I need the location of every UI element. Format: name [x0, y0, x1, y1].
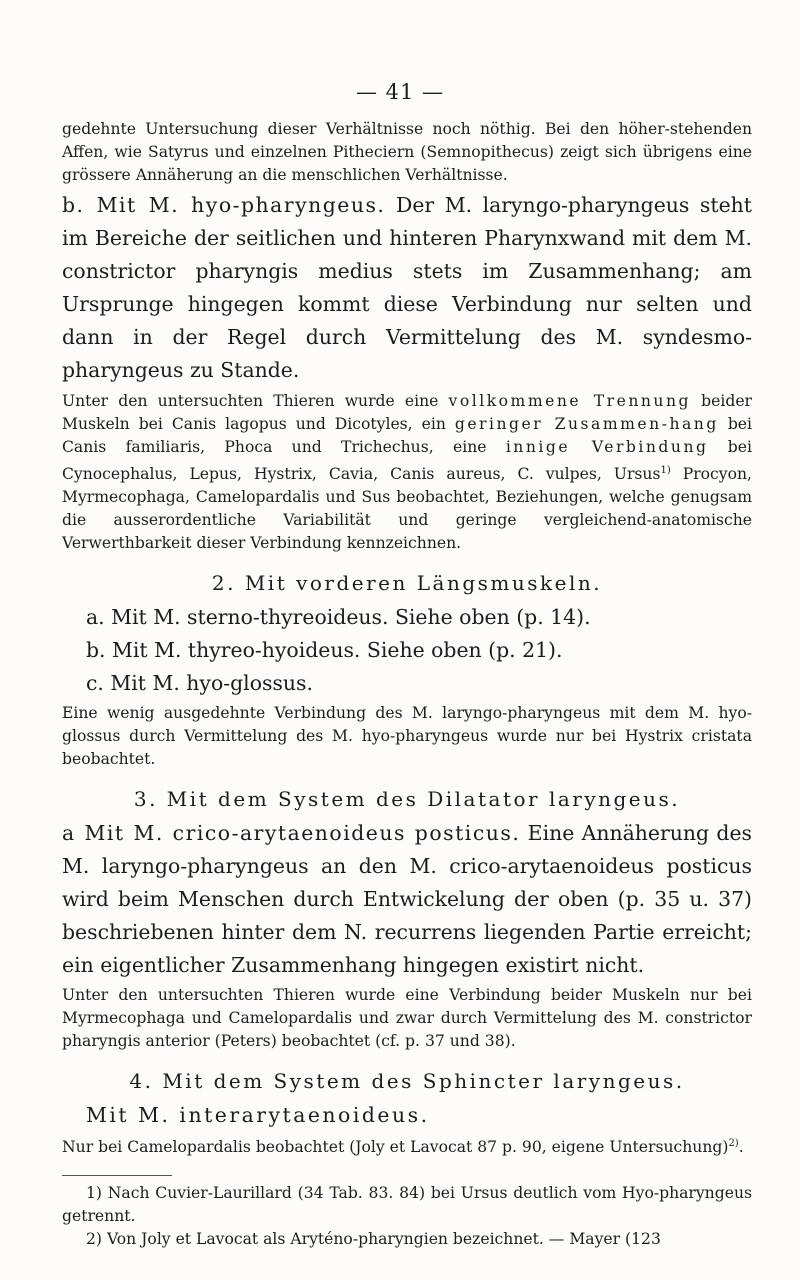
section-4-note-text: Nur bei Camelopardalis beobachtet (Joly et Lavocat 87 p. 90, eigene Untersuchung)	[62, 1138, 729, 1157]
section-4-note	[62, 1132, 752, 1159]
note-emph-3: innige Verbindung	[505, 438, 709, 456]
intro-paragraph: gedehnte Untersuchung dieser Verhältnisse noch nöthig. Bei den höher-stehenden Affen, wie Satyrus und einzelnen Pitheciern (Semnopithecus) zeigt sich übrigens eine grössere Annäherung an die menschlichen Verhältnisse.	[62, 120, 752, 184]
section-2-heading: 2. Mit vorderen Längsmuskeln.	[211, 571, 603, 596]
b-hyo-text: Der M. laryngo-pharyngeus steht im Bereiche der seitlichen und hinteren Pharynxwand mit dem M. constrictor pharyngis medius stets im Zusammenhang; am Ursprunge hingegen kommt diese Verbindung nur selten und dann in der Regel durch Vermittelung des M. syndesmo-pharyngeus zu Stande.	[62, 193, 752, 382]
page-number: — 41 —	[355, 80, 445, 104]
note-emph-2: geringer Zusammen-hang	[454, 415, 719, 433]
footnote-2: 2) Von Joly et Lavocat als Aryténo-pharyngien bezeichnet. — Mayer (123	[86, 1230, 661, 1249]
section-2-note: Eine wenig ausgedehnte Verbindung des M. laryngo-pharyngeus mit dem M. hyo-glossus durch Vermittelung des M. hyo-pharyngeus wurde nur bei Hystrix cristata beobachtet.	[62, 704, 752, 769]
footnote-separator	[62, 1175, 172, 1176]
section-4-sub: Mit M. interarytaenoideus.	[86, 1103, 430, 1128]
b-hyo-note	[62, 390, 752, 555]
section-3-note: Unter den untersuchten Thieren wurde eine Verbindung beider Muskeln nur bei Myrmecophaga und Camelopardalis und zwar durch Vermittelung des M. constrictor pharyngis anterior (Peters) beobachtet (cf. p. 37 und 38).	[62, 986, 752, 1051]
note-text-4: bei Cynocephalus, Lepus, Hystrix, Cavia, Canis aureus, C. vulpes, Ursus	[62, 438, 752, 484]
section-3-text: Eine Annäherung des M. laryngo-pharyngeus an den M. crico-arytaenoideus posticus wird beim Menschen durch Entwickelung der oben (p. 35 u. 37) beschriebenen hinter dem N. recurrens liegenden Partie erreicht; ein eigentlicher Zusammenhang hingegen existirt nicht.	[62, 821, 753, 978]
b-hyo-lead: b. Mit M. hyo-pharyngeus.	[62, 193, 386, 217]
b-hyo-paragraph	[62, 189, 752, 387]
note-text-3: bei Canis familiaris, Phoca und Trichechus, eine	[62, 415, 753, 456]
section-4-heading: 4. Mit dem System des Sphincter laryngeus.	[129, 1069, 685, 1094]
page-body	[62, 84, 752, 1251]
note-text-2: beider Muskeln bei Canis lagopus und Dicotyles, ein	[62, 392, 752, 433]
footnote-ref-1: 1)	[660, 465, 671, 476]
footnote-ref-2: 2)	[728, 1138, 739, 1150]
section-3-lead: a Mit M. crico-arytaenoideus posticus.	[62, 821, 521, 846]
section-2-item-a: a. Mit M. sterno-thyreoideus. Siehe oben (p. 14).	[86, 605, 591, 630]
section-4-note-end: .	[738, 1138, 744, 1157]
section-3-paragraph	[62, 817, 752, 982]
section-2-item-c: c. Mit M. hyo-glossus.	[86, 671, 313, 696]
note-emph-1: vollkommene Trennung	[448, 392, 691, 410]
section-3-heading: 3. Mit dem System des Dilatator laryngeus.	[133, 787, 681, 812]
note-text-5: Procyon, Myrmecophaga, Camelopardalis und Sus beobachtet, Beziehungen, welche genugsam die ausserordentliche Variabilität und geringe vergleichend-anatomische Verwerthbarkeit dieser Verbindung kennzeichnen.	[62, 465, 752, 553]
note-text-1: Unter den untersuchten Thieren wurde eine	[62, 392, 449, 410]
footnote-1: 1) Nach Cuvier-Laurillard (34 Tab. 83. 84) bei Ursus deutlich vom Hyo-pharyngeus getrennt.	[62, 1184, 752, 1226]
section-2-item-b: b. Mit M. thyreo-hyoideus. Siehe oben (p. 21).	[86, 638, 563, 663]
